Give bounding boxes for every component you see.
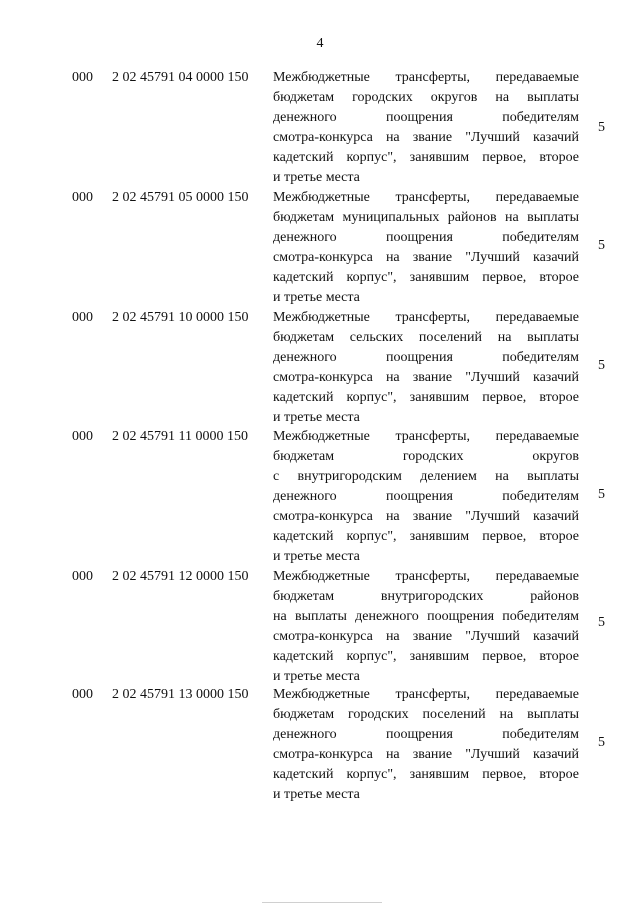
description-line: и третье места [273, 549, 360, 564]
budget-classification-code: 2 02 45791 13 0000 150 [112, 687, 249, 702]
description-line: и третье места [273, 669, 360, 684]
budget-classification-code: 2 02 45791 10 0000 150 [112, 310, 249, 325]
admin-code: 000 [72, 569, 93, 584]
description-line: бюджетам муниципальных районов на выплаты [273, 210, 579, 225]
description-line: Межбюджетные трансферты, передаваемые [273, 429, 579, 444]
admin-code: 000 [72, 429, 93, 444]
description-line: бюджетам сельских поселений на выплаты [273, 330, 579, 345]
description-line: смотра-конкурса на звание "Лучший казачий [273, 370, 579, 385]
amount-value: 5 [598, 487, 605, 502]
description-line: Межбюджетные трансферты, передаваемые [273, 190, 579, 205]
entry-description [273, 567, 579, 687]
amount-value: 5 [598, 615, 605, 630]
entry-description [273, 308, 579, 428]
budget-classification-code: 2 02 45791 11 0000 150 [112, 429, 248, 444]
description-line: денежного поощрения победителям [273, 350, 579, 365]
admin-code: 000 [72, 70, 93, 85]
description-line: с внутригородским делением на выплаты [273, 469, 579, 484]
page-number: 4 [316, 36, 324, 51]
description-line: кадетский корпус", занявшим первое, второе [273, 270, 579, 285]
description-line: на выплаты денежного поощрения победителям [273, 609, 579, 624]
description-line: Межбюджетные трансферты, передаваемые [273, 310, 579, 325]
description-line: смотра-конкурса на звание "Лучший казачий [273, 250, 579, 265]
description-line: и третье места [273, 290, 360, 305]
description-line: и третье места [273, 170, 360, 185]
description-line: смотра-конкурса на звание "Лучший казачий [273, 629, 579, 644]
description-line: смотра-конкурса на звание "Лучший казачий [273, 509, 579, 524]
description-line: и третье места [273, 410, 360, 425]
admin-code: 000 [72, 687, 93, 702]
description-line: кадетский корпус", занявшим первое, второе [273, 390, 579, 405]
description-line: бюджетам городских поселений на выплаты [273, 707, 579, 722]
admin-code: 000 [72, 310, 93, 325]
description-line: кадетский корпус", занявшим первое, второе [273, 649, 579, 664]
description-line: денежного поощрения победителям [273, 230, 579, 245]
budget-classification-code: 2 02 45791 05 0000 150 [112, 190, 249, 205]
description-line: кадетский корпус", занявшим первое, второе [273, 767, 579, 782]
description-line: смотра-конкурса на звание "Лучший казачий [273, 747, 579, 762]
amount-value: 5 [598, 358, 605, 373]
description-line: Межбюджетные трансферты, передаваемые [273, 569, 579, 584]
description-line: бюджетам внутригородских районов [273, 589, 579, 604]
description-line: бюджетам городских округов [273, 449, 579, 464]
entry-description [273, 685, 579, 805]
description-line: кадетский корпус", занявшим первое, второе [273, 529, 579, 544]
description-line: Межбюджетные трансферты, передаваемые [273, 70, 579, 85]
budget-classification-code: 2 02 45791 04 0000 150 [112, 70, 249, 85]
entry-description [273, 68, 579, 188]
description-line: и третье места [273, 787, 360, 802]
description-line: смотра-конкурса на звание "Лучший казачий [273, 130, 579, 145]
amount-value: 5 [598, 735, 605, 750]
description-line: кадетский корпус", занявшим первое, второе [273, 150, 579, 165]
description-line: денежного поощрения победителям [273, 489, 579, 504]
description-line: бюджетам городских округов на выплаты [273, 90, 579, 105]
budget-classification-code: 2 02 45791 12 0000 150 [112, 569, 249, 584]
description-line: денежного поощрения победителям [273, 110, 579, 125]
description-line: денежного поощрения победителям [273, 727, 579, 742]
entry-description [273, 427, 579, 567]
description-line: Межбюджетные трансферты, передаваемые [273, 687, 579, 702]
amount-value: 5 [598, 238, 605, 253]
entry-description [273, 188, 579, 308]
scan-edge-mark [262, 902, 382, 903]
amount-value: 5 [598, 120, 605, 135]
admin-code: 000 [72, 190, 93, 205]
